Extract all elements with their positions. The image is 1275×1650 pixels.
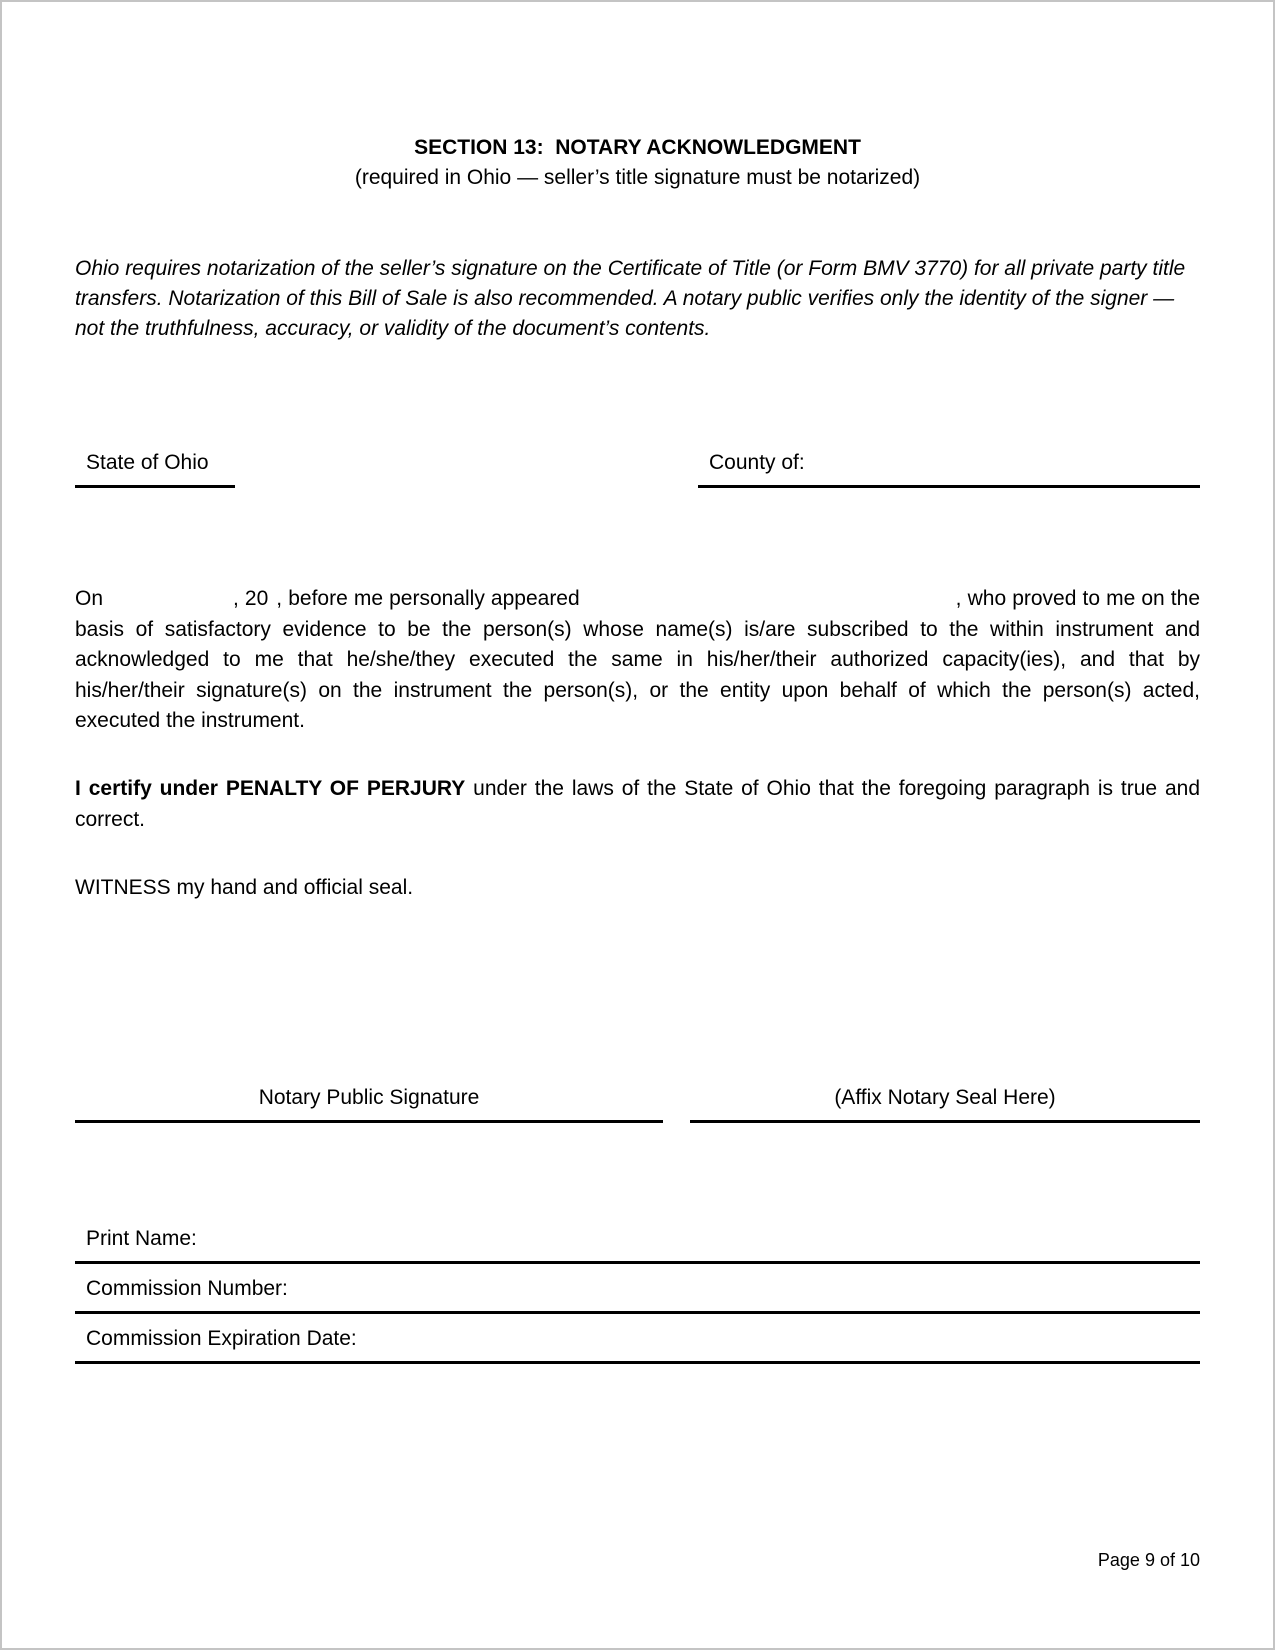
ack-year: , 20	[233, 587, 269, 610]
acknowledgment-paragraph	[75, 584, 1200, 737]
section-title: SECTION 13: NOTARY ACKNOWLEDGMENT	[414, 136, 861, 159]
intro-paragraph: Ohio requires notarization of the seller’s signature on the Certificate of Title (or Form BMV 3770) for all private party title transfers. Notarization of this Bill of Sale is also recommended. A notary public verifies only the identity of the signer — not the truthfulness, accuracy, or validity of the document’s contents.	[75, 257, 1186, 340]
certification-rest: under the laws of the State of Ohio that the foregoing paragraph is true and correct.	[75, 777, 1200, 831]
section-subtitle: (required in Ohio — seller’s title signature must be notarized)	[354, 166, 921, 189]
ack-appeared: , before me personally appeared	[276, 587, 580, 610]
commission-number-label: Commission Number:	[86, 1277, 288, 1300]
ack-on: On	[75, 587, 104, 610]
state-field[interactable]	[75, 448, 235, 488]
certification-paragraph	[75, 774, 1200, 835]
page-number: Page 9 of 10	[1097, 1550, 1200, 1570]
commission-number-field[interactable]	[75, 1274, 1200, 1314]
notary-seal-label: (Affix Notary Seal Here)	[834, 1086, 1056, 1109]
notary-signature-line[interactable]	[75, 1083, 663, 1123]
notary-seal-area[interactable]	[690, 1083, 1200, 1123]
state-label: State of Ohio	[86, 451, 209, 474]
ack-proved: , who proved to me on the basis of satisfactory evidence to be the person(s) whose name(s) is/are subscribed to the within instrument and acknowledged to me that he/she/they executed the same in his/her/their authorized capacity(ies), and that by his/her/their signature(s) on the instrument the person(s), or the entity upon behalf of which the person(s) acted, executed the instrument.	[75, 587, 1201, 732]
print-name-label: Print Name:	[86, 1227, 197, 1250]
county-field[interactable]	[698, 448, 1200, 488]
certification-bold: I certify under PENALTY OF PERJURY	[75, 777, 466, 800]
commission-expiration-field[interactable]	[75, 1324, 1200, 1364]
witness-line: WITNESS my hand and official seal.	[75, 876, 414, 899]
commission-expiration-label: Commission Expiration Date:	[86, 1327, 357, 1350]
county-label: County of:	[709, 451, 805, 474]
print-name-field[interactable]	[75, 1224, 1200, 1264]
notary-signature-label: Notary Public Signature	[258, 1086, 480, 1109]
